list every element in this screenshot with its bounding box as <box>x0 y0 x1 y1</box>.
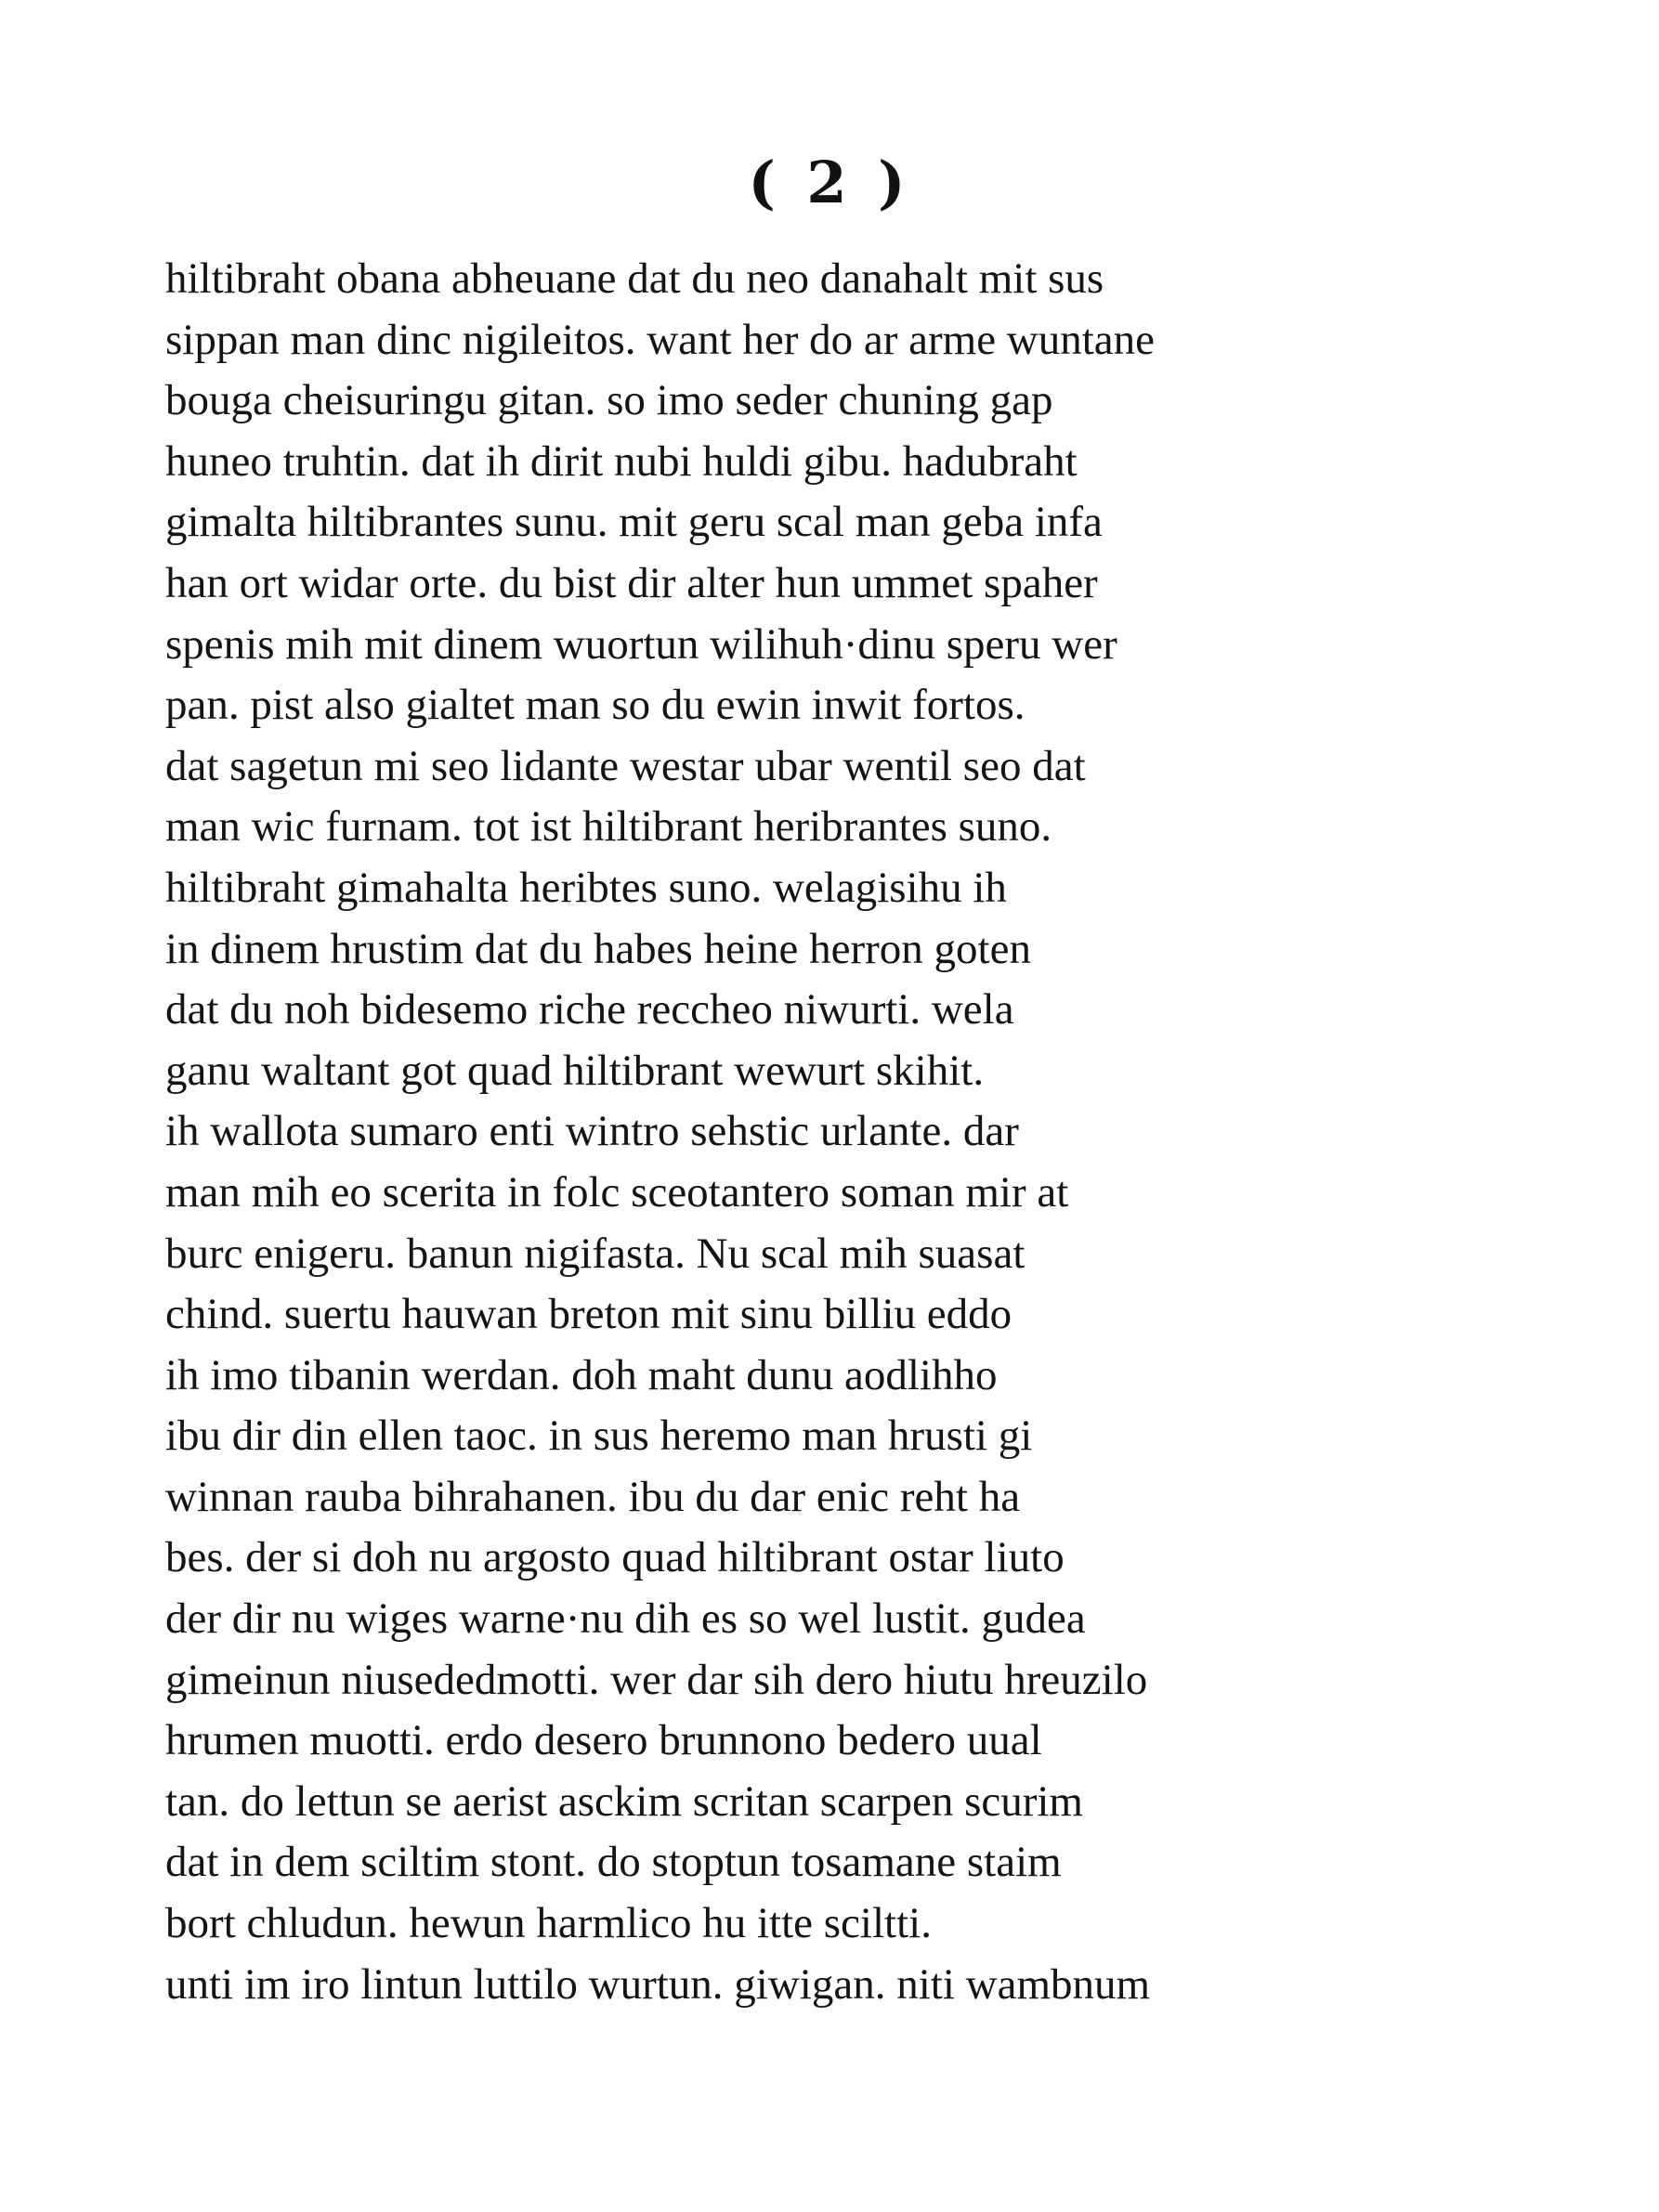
page-number: ( 2 ) <box>748 149 911 216</box>
text-line: man wic furnam. tot ist hiltibrant heribrantes suno. <box>165 802 1052 852</box>
text-line: sippan man dinc nigileitos. want her do ar arme wuntane <box>165 315 1156 364</box>
text-line: in dinem hrustim dat du habes heine herron goten <box>165 924 1031 973</box>
text-line: dat sagetun mi seo lidante westar ubar wentil seo dat <box>165 741 1086 790</box>
text-line: bort chludun. hewun harmlico hu itte sciltti. <box>165 1899 932 1948</box>
text-line: spenis mih mit dinem wuortun wilihuh·dinu speru wer <box>165 619 1117 669</box>
text-line: huneo truhtin. dat ih dirit nubi huldi gibu. hadubraht <box>165 436 1078 486</box>
text-line: chind. suertu hauwan breton mit sinu billiu eddo <box>165 1290 1012 1339</box>
text-line: der dir nu wiges warne·nu dih es so wel lustit. gudea <box>165 1594 1086 1644</box>
text-line: bes. der si doh nu argosto quad hiltibrant ostar liuto <box>165 1533 1065 1582</box>
text-line: burc enigeru. banun nigifasta. Nu scal mih suasat <box>165 1229 1025 1278</box>
text-line: winnan rauba bihrahanen. ibu du dar enic reht ha <box>165 1472 1021 1521</box>
text-line: dat in dem sciltim stont. do stoptun tosamane staim <box>165 1838 1062 1887</box>
text-line: ibu dir din ellen taoc. in sus heremo man hrusti gi <box>165 1412 1033 1461</box>
text-line: hrumen muotti. erdo desero brunnono bedero uual <box>165 1716 1042 1765</box>
body-text <box>165 249 1466 2015</box>
text-line: pan. pist also gialtet man so du ewin inwit fortos. <box>165 681 1025 730</box>
text-line: man mih eo scerita in folc sceotantero soman mir at <box>165 1167 1069 1217</box>
text-line: ih imo tibanin werdan. doh maht dunu aodlihho <box>165 1350 998 1399</box>
text-line: tan. do lettun se aerist asckim scritan scarpen scurim <box>165 1776 1083 1826</box>
text-line: dat du noh bidesemo riche reccheo niwurti. wela <box>165 985 1014 1034</box>
text-line: hiltibraht gimahalta heribtes suno. welagisihu ih <box>165 863 1007 912</box>
text-line: gimalta hiltibrantes sunu. mit geru scal man geba infa <box>165 498 1103 547</box>
text-line: gimeinun niusededmotti. wer dar sih dero hiutu hreuzilo <box>165 1655 1148 1704</box>
text-line: hiltibraht obana abheuane dat du neo danahalt mit sus <box>165 254 1104 303</box>
text-line: han ort widar orte. du bist dir alter hun ummet spaher <box>165 558 1098 607</box>
text-line: bouga cheisuringu gitan. so imo seder chuning gap <box>165 376 1053 425</box>
text-line: ganu waltant got quad hiltibrant wewurt skihit. <box>165 1046 985 1095</box>
text-line: ih wallota sumaro enti wintro sehstic urlante. dar <box>165 1107 1019 1156</box>
text-line: unti im iro lintun luttilo wurtun. giwigan. niti wambnum <box>165 1959 1151 2009</box>
